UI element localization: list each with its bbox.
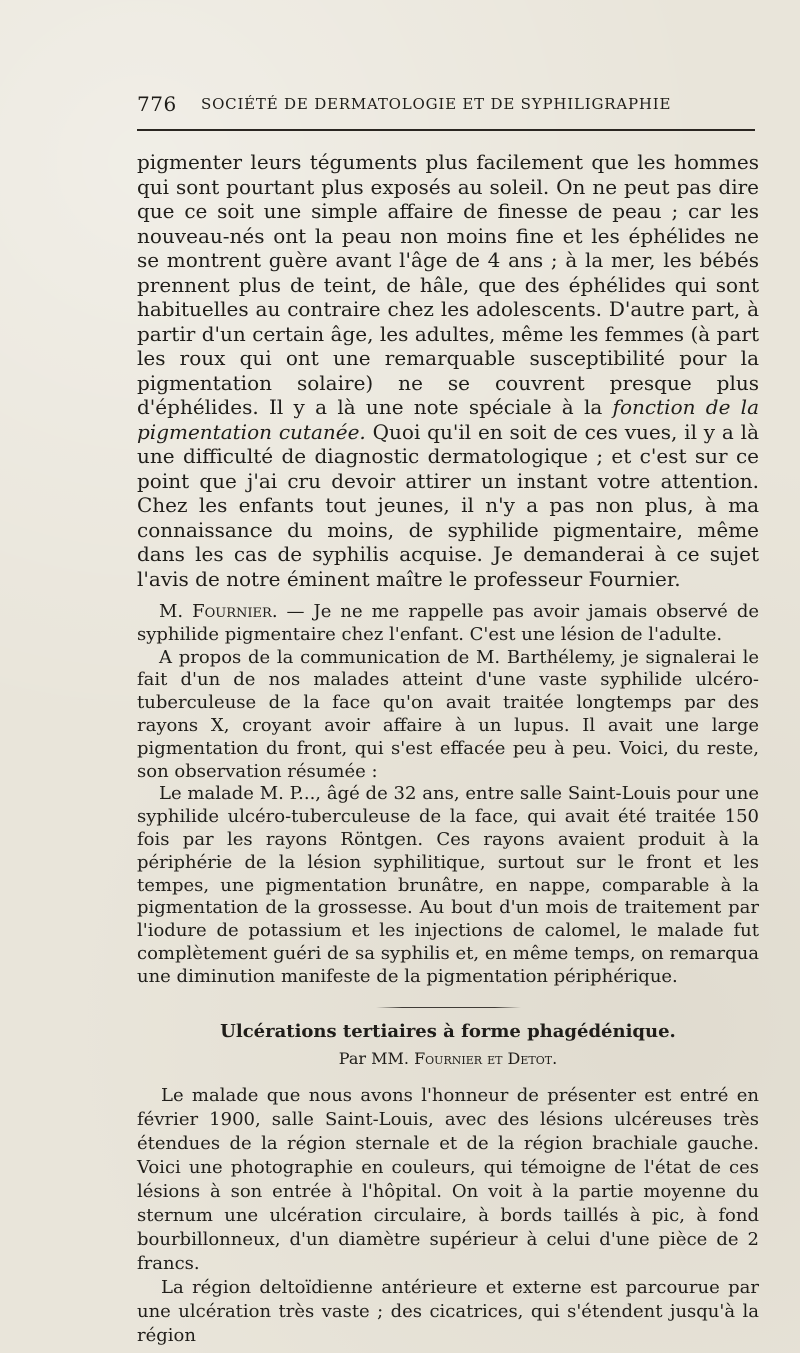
new-article-section	[137, 1084, 759, 1348]
section-authors	[137, 1048, 759, 1070]
page-number: 776	[137, 92, 177, 116]
paragraph-pigmentation-part-2: Quoi qu'il en soit de ces vues, il y a là une difficulté de diagnostic dermatologique ; et c'est sur ce point que j'ai cru devoir attirer un instant votre attention. Chez les enfants tout jeunes, il n'y a pas non plus, à ma connaissance du moins, de syphilide pigmentaire, même dans les cas de syphilis acquise. Je demanderai à ce sujet l'avis de notre éminent maître le professeur Fournier.	[137, 419, 759, 591]
paragraph-barthelemy: A propos de la communication de M. Barthélemy, je signalerai le fait d'un de nos malades atteint d'une vaste syphilide ulcéro-tuberculeuse de la face qu'on avait traitée longtemps par des rayons X, croyant avoir affaire à un lupus. Il avait une large pigmentation du front, qui s'est effacée peu à peu. Voici, du reste, son observation résumée :	[137, 646, 759, 782]
discussion-section	[137, 601, 759, 989]
italic-emphasis: fonction de la pigmentation cutanée.	[137, 395, 759, 444]
article-body	[137, 150, 759, 1348]
authors-names: Fournier et Detot.	[414, 1048, 558, 1068]
section-title: Ulcérations tertiaires à forme phagédénique.	[220, 1020, 676, 1042]
journal-title: SOCIÉTÉ DE DERMATOLOGIE ET DE SYPHILIGRAPHIE	[201, 95, 672, 113]
speaker-prefix: M.	[159, 601, 193, 622]
running-head	[137, 87, 757, 117]
header-divider	[137, 129, 755, 131]
paragraph-pigmentation-part-1: pigmenter leurs téguments plus facilement que les hommes qui sont pourtant plus exposés au soleil. On ne peut pas dire que ce soit une simple affaire de finesse de peau ; car les nouveau-nés ont la peau non moins fine et les éphélides ne se montrent guère avant l'âge de 4 ans ; à la mer, les bébés prennent plus de teint, de hâle, que des éphélides qui sont habituelles au contraire chez les adolescents. D'autre part, à partir d'un certain âge, les adultes, même les femmes (à part les roux qui ont une remarquable susceptibilité pour la pigmentation solaire) ne se couvrent presque plus d'éphélides. Il y a là une note spéciale à la	[137, 150, 759, 419]
case-observation: Le malade M. P..., âgé de 32 ans, entre salle Saint-Louis pour une syphilide ulcéro-tuberculeuse de la face, qui avait été traitée 150 fois par les rayons Röntgen. Ces rayons avaient produit à la périphérie de la lésion syphilitique, surtout sur le front et les tempes, une pigmentation brunâtre, en nappe, comparable à la pigmentation de la grossesse. Au bout d'un mois de traitement par l'iodure de potassium et les injections de calomel, le malade fut complètement guéri de sa syphilis et, en même temps, on remarqua une diminution manifeste de la pigmentation périphérique.	[137, 783, 759, 987]
section-separator	[376, 1007, 521, 1008]
authors-prefix: Par MM.	[338, 1048, 415, 1068]
speaker-name: Fournier.	[192, 601, 278, 622]
fournier-response	[137, 601, 759, 647]
paragraph-pigmentation	[137, 150, 759, 591]
patient-presentation: Le malade que nous avons l'honneur de présenter est entré en février 1900, salle Saint-Louis, avec des lésions ulcéreuses très étendues de la région sternale et de la région brachiale gauche. Voici une photographie en couleurs, qui témoigne de l'état de ces lésions à son entrée à l'hôpital. On voit à la partie moyenne du sternum une ulcération circulaire, à bords taillés à pic, à fond bourbillonneux, d'un diamètre supérieur à celui d'une pièce de 2 francs.	[137, 1084, 759, 1274]
deltoid-description: La région deltoïdienne antérieure et externe est parcourue par une ulcération très vaste ; des cicatrices, qui s'étendent jusqu'à la région	[137, 1276, 759, 1346]
speaker-statement: — Je ne me rappelle pas avoir jamais observé de syphilide pigmentaire chez l'enfant. C'est une lésion de l'adulte.	[137, 601, 759, 645]
